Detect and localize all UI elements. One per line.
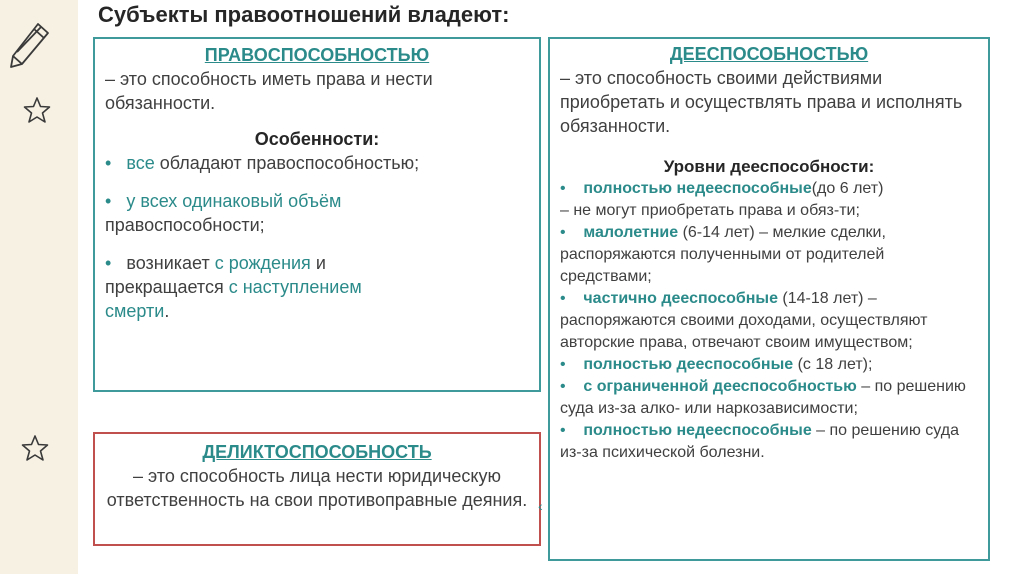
capacity-definition: – это способность своими действиями приобретать и осуществлять права и исполнять обязанности.: [560, 68, 963, 136]
level-item: • частично дееспособные (14-18 лет) – распоряжаются своими доходами, осуществляют авторские права, отвечают своим имуществом;: [560, 290, 928, 351]
feature-item: • все обладают правоспособностью;: [105, 153, 420, 173]
capacity-box: [548, 37, 990, 561]
delictual-capacity-definition: – это способность лица нести юридическую ответственность на свои противоправные деяния.: [106, 466, 528, 510]
feature-item: • возникает с рождения и прекращается с наступлением смерти.: [105, 253, 362, 321]
levels-title: Уровни дееспособности:: [663, 157, 875, 176]
sidebar: [0, 0, 78, 574]
legal-capacity-heading: ПРАВОСПОСОБНОСТЬЮ: [204, 45, 430, 65]
arrow-left-icon: ‹: [538, 498, 543, 514]
capacity-heading: ДЕЕСПОСОБНОСТЬЮ: [669, 44, 869, 64]
level-item: • с ограниченной дееспособностью – по решению суда из-за алко- или наркозависимости;: [560, 378, 966, 417]
legal-capacity-box: [93, 37, 541, 392]
delictual-capacity-box: [93, 432, 541, 546]
level-item: • полностью недееспособные(до 6 лет) – не могут приобретать права и обяз-ти;: [560, 180, 884, 219]
level-item: • полностью дееспособные (с 18 лет);: [560, 356, 873, 373]
level-item: • малолетние (6-14 лет) – мелкие сделки, распоряжаются полученными от родителей средствами;: [560, 224, 886, 285]
page-title: Субъекты правоотношений владеют:: [98, 2, 510, 27]
features-title: Особенности:: [254, 129, 380, 149]
level-item: • полностью недееспособные – по решению суда из-за психической болезни.: [560, 422, 959, 461]
pencil-icon: [8, 20, 52, 70]
legal-capacity-definition: – это способность иметь права и нести обязанности.: [105, 69, 433, 113]
delictual-capacity-heading: ДЕЛИКТОСПОСОБНОСТЬ: [202, 442, 432, 462]
star-icon: [20, 433, 50, 463]
feature-item: • у всех одинаковый объём правоспособности;: [105, 191, 342, 235]
star-icon: [22, 95, 52, 125]
